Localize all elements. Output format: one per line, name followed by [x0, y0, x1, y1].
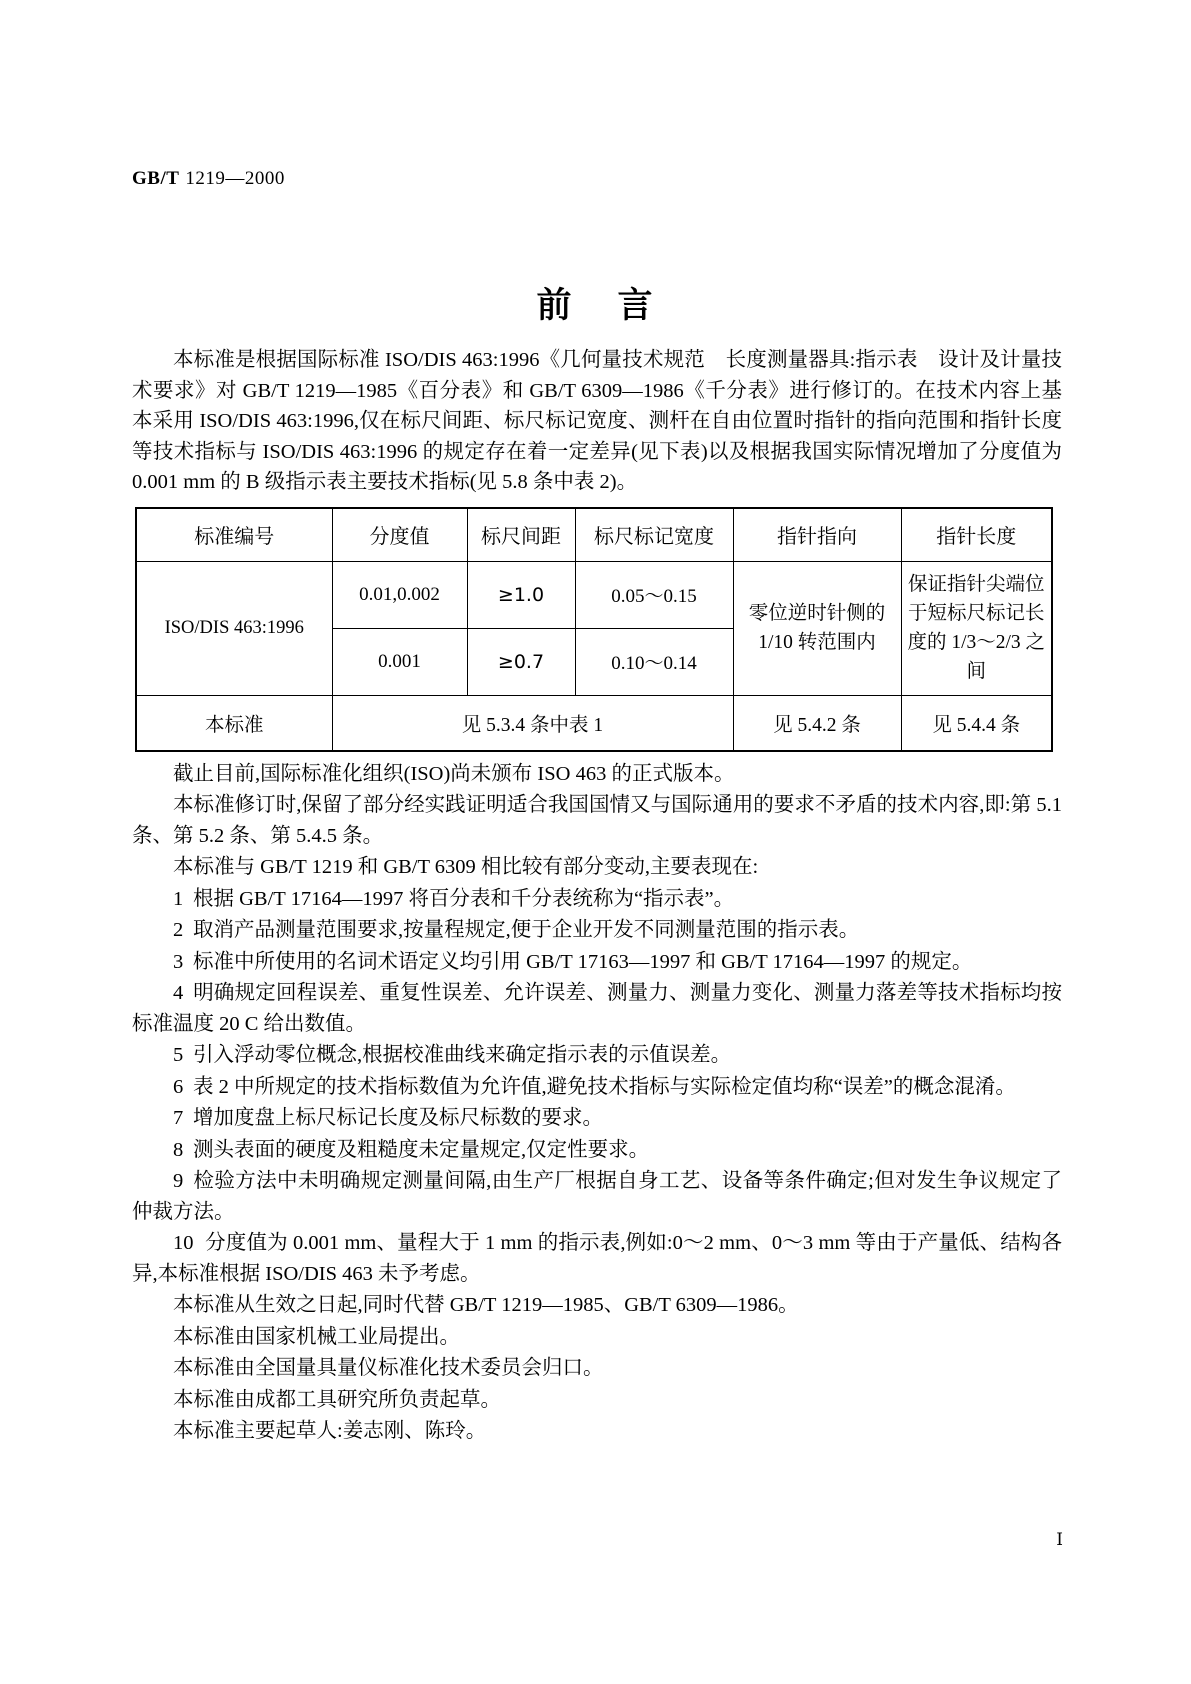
- list-item-text: 取消产品测量范围要求,按量程规定,便于企业开发不同测量范围的指示表。: [193, 919, 860, 941]
- paragraph-committee: 本标准由全国量具量仪标准化技术委员会归口。: [173, 1357, 604, 1379]
- table-row: [136, 695, 1052, 751]
- table-header-row: [136, 508, 1052, 562]
- paragraph-intro: 本标准是根据国际标准 ISO/DIS 463:1996《几何量技术规范 长度测量器具:指示表 设计及计量技术要求》对 GB/T 1219—1985《百分表》和 GB/T 6309—1986《千分表》进行修订的。在技术内容上基本采用 ISO/DIS 463:1996,仅在标尺间距、标尺标记宽度、测杆在自由位置时指针的指向范围和指针长度等技术指标与 ISO/DIS 463:1996 的规定存在着一定差异(见下表)以及根据我国实际情况增加了分度值为 0.001 mm 的 B 级指示表主要技术指标(见 5.8 条中表 2)。: [132, 349, 1062, 493]
- list-item-text: 增加度盘上标尺标记长度及标尺标数的要求。: [193, 1107, 603, 1129]
- cell-this-standard-pointer-length: 见 5.4.4 条: [901, 695, 1052, 751]
- cell-pointer-direction: 零位逆时针侧的 1/10 转范围内: [733, 561, 901, 695]
- cell-pointer-length: 保证指针尖端位于短标尺标记长度的 1/3～2/3 之间: [901, 561, 1052, 695]
- list-item: [132, 1135, 1062, 1166]
- list-item-text: 标准中所使用的名词术语定义均引用 GB/T 17163—1997 和 GB/T 17164—1997 的规定。: [193, 950, 973, 973]
- document-body: [132, 345, 1062, 1448]
- cell-mark-width-row2: 0.10～0.14: [575, 628, 733, 695]
- paragraph-proposer: 本标准由国家机械工业局提出。: [173, 1325, 460, 1348]
- cell-this-standard-label: 本标准: [136, 695, 332, 751]
- paragraph-changes-intro: 本标准与 GB/T 1219 和 GB/T 6309 相比较有部分变动,主要表现在:: [173, 856, 759, 878]
- cell-spacing-row2: ≥0.7: [467, 628, 575, 695]
- list-item-text: 根据 GB/T 17164—1997 将百分表和千分表统称为“指示表”。: [193, 887, 735, 910]
- cell-iso-standard-label: ISO/DIS 463:1996: [136, 561, 332, 695]
- list-item-text: 分度值为 0.001 mm、量程大于 1 mm 的指示表,例如:0～2 mm、0～3 mm 等由于产量低、结构各异,本标准根据 ISO/DIS 463 未予考虑。: [132, 1232, 1062, 1285]
- cell-division-row2: 0.001: [332, 628, 467, 695]
- list-item-text: 表 2 中所规定的技术指标数值为允许值,避免技术指标与实际检定值均称“误差”的概念混淆。: [193, 1075, 1016, 1098]
- list-item-text: 测头表面的硬度及粗糙度未定量规定,仅定性要求。: [193, 1138, 650, 1161]
- comparison-table: [135, 507, 1053, 752]
- list-item: [132, 884, 1062, 915]
- list-item: [132, 1072, 1062, 1103]
- col-header-pointer-direction: 指针指向: [733, 508, 901, 562]
- list-item-number: 10: [173, 1232, 194, 1254]
- page-number: Ⅰ: [1056, 1530, 1063, 1549]
- list-item-number: 8: [173, 1138, 184, 1161]
- list-item: [132, 1040, 1062, 1071]
- list-item-text: 检验方法中未明确规定测量间隔,由生产厂根据自身工艺、设备等条件确定;但对发生争议规定了仲裁方法。: [132, 1170, 1062, 1223]
- paragraph-effective-date: 本标准从生效之日起,同时代替 GB/T 1219—1985、GB/T 6309—1986。: [173, 1294, 799, 1316]
- list-item: [132, 1103, 1062, 1134]
- list-item-text: 引入浮动零位概念,根据校准曲线来确定指示表的示值误差。: [193, 1044, 732, 1066]
- paragraph-revision-retained: 本标准修订时,保留了部分经实践证明适合我国国情又与国际通用的要求不矛盾的技术内容,即:第 5.1 条、第 5.2 条、第 5.4.5 条。: [132, 794, 1062, 847]
- list-item: [132, 915, 1062, 946]
- cell-mark-width-row1: 0.05～0.15: [575, 561, 733, 628]
- comparison-table-wrapper: [135, 507, 1051, 752]
- standard-header: [132, 168, 285, 190]
- paragraph-iso-not-published: 截止目前,国际标准化组织(ISO)尚未颁布 ISO 463 的正式版本。: [173, 762, 735, 785]
- list-item-number: 2: [173, 919, 184, 941]
- title-char-1: 前: [536, 285, 574, 326]
- list-item-number: 7: [173, 1107, 184, 1129]
- list-item-number: 5: [173, 1044, 184, 1066]
- list-item-number: 1: [173, 887, 184, 910]
- col-header-standard-number: 标准编号: [136, 508, 332, 562]
- table-row: [136, 561, 1052, 628]
- page-title: [0, 278, 1191, 328]
- list-item: [132, 947, 1062, 978]
- list-item: [132, 978, 1062, 1039]
- paragraph-drafters: 本标准主要起草人:姜志刚、陈玲。: [173, 1420, 487, 1442]
- cell-division-row1: 0.01,0.002: [332, 561, 467, 628]
- col-header-pointer-length: 指针长度: [901, 508, 1052, 562]
- cell-this-standard-pointer-direction: 见 5.4.2 条: [733, 695, 901, 751]
- col-header-mark-width: 标尺标记宽度: [575, 508, 733, 562]
- list-item: [132, 1228, 1062, 1289]
- paragraph-drafting-organization: 本标准由成都工具研究所负责起草。: [173, 1388, 501, 1411]
- col-header-division-value: 分度值: [332, 508, 467, 562]
- cell-this-standard-division: 见 5.3.4 条中表 1: [332, 695, 733, 751]
- list-item-number: 6: [173, 1075, 184, 1098]
- list-item: [132, 1166, 1062, 1227]
- list-item-text: 明确规定回程误差、重复性误差、允许误差、测量力、测量力变化、测量力落差等技术指标均按标准温度 20 C 给出数值。: [132, 982, 1062, 1035]
- col-header-scale-spacing: 标尺间距: [467, 508, 575, 562]
- title-char-2: 言: [617, 285, 655, 326]
- standard-number: 1219—2000: [185, 168, 285, 189]
- list-item-number: 3: [173, 950, 184, 973]
- list-item-number: 4: [173, 982, 184, 1004]
- cell-spacing-row1: ≥1.0: [467, 561, 575, 628]
- standard-prefix: GB/T: [132, 168, 180, 189]
- list-item-number: 9: [173, 1170, 184, 1192]
